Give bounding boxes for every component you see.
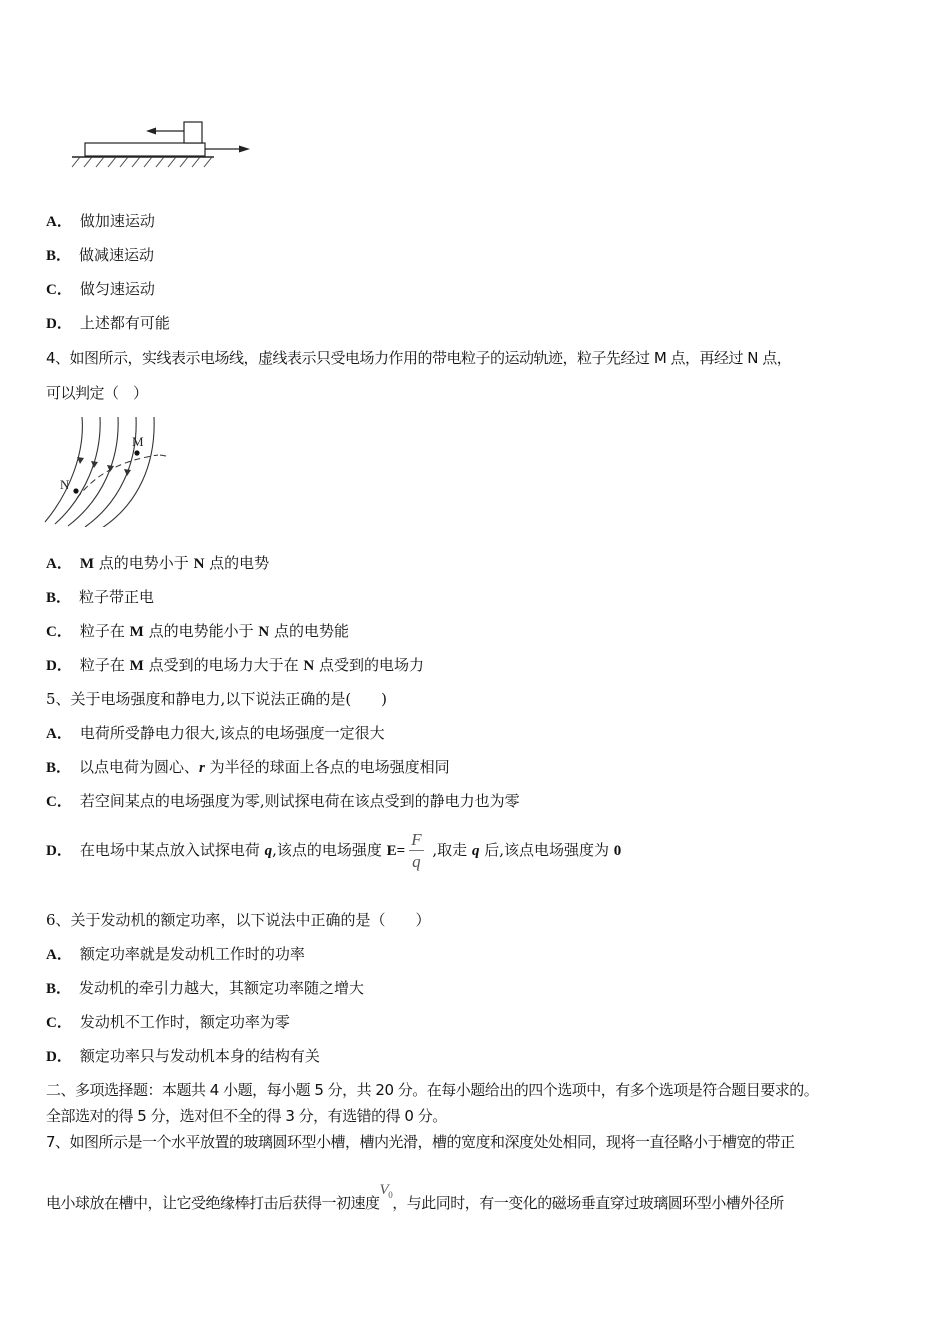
- q6-option-c: C． 发动机不工作时，额定功率为零: [46, 1013, 290, 1031]
- q6-option-b: B． 发动机的牵引力越大，其额定功率随之增大: [46, 979, 365, 997]
- q5-option-c: C． 若空间某点的电场强度为零,则试探电荷在该点受到的静电力也为零: [46, 792, 520, 810]
- q3-option-c: C． 做匀速运动: [46, 280, 155, 298]
- section2-heading-line1: 二、多项选择题：本题共 4 小题，每小题 5 分，共 20 分。在每小题给出的四个选项中，有多个选项是符合题目要求的。: [46, 1081, 819, 1099]
- q4-option-d: D． 粒子在 M 点受到的电场力大于在 N 点受到的电场力: [46, 656, 424, 674]
- v0-symbol: $V_0$: [379, 1182, 393, 1200]
- point-m: [134, 450, 139, 455]
- q7-stem-line1: 7、如图所示是一个水平放置的玻璃圆环型小槽，槽内光滑，槽的宽度和深度处处相同，现将一直径略小于槽宽的带正: [46, 1133, 795, 1151]
- q7-stem-line2: 电小球放在槽中，让它受绝缘棒打击后获得一初速度$V_0$，与此同时，有一变化的磁场垂直穿过玻璃圆环型小槽外径所: [46, 1182, 784, 1212]
- section2-heading-line2: 全部选对的得 5 分，选对但不全的得 3 分，有选错的得 0 分。: [46, 1107, 447, 1125]
- q4-stem-line1: 4、如图所示，实线表示电场线，虚线表示只受电场力作用的带电粒子的运动轨迹，粒子先经过 M 点，再经过 N 点，: [46, 349, 792, 367]
- fraction-f-over-q: $\frac{F}{q}$: [411, 829, 422, 871]
- q6-option-d: D． 额定功率只与发动机本身的结构有关: [46, 1047, 320, 1065]
- q4-option-a: A． M 点的电势小于 N 点的电势: [46, 554, 270, 572]
- q5-option-b: B． 以点电荷为圆心、r 为半径的球面上各点的电场强度相同: [46, 758, 450, 776]
- electric-field-lines-diagram: [40, 412, 170, 527]
- q3-option-a: A． 做加速运动: [46, 212, 155, 230]
- label-n: N: [60, 477, 70, 492]
- q6-option-a: A． 额定功率就是发动机工作时的功率: [46, 945, 305, 963]
- q3-option-d: D． 上述都有可能: [46, 314, 170, 332]
- point-n: [73, 488, 78, 493]
- block-on-board-diagram: [60, 115, 260, 175]
- q3-option-b: B． 做减速运动: [46, 246, 155, 264]
- q5-stem: 5、关于电场强度和静电力,以下说法正确的是( ): [46, 690, 388, 708]
- q4-option-c: C． 粒子在 M 点的电势能小于 N 点的电势能: [46, 622, 349, 640]
- q6-stem: 6、关于发动机的额定功率，以下说法中正确的是（ ）: [46, 911, 431, 929]
- q4-stem-line2: 可以判定（ ）: [46, 384, 148, 402]
- q5-option-d: D． 在电场中某点放入试探电荷 q,该点的电场强度 E= $\frac{F}{q}$ ,取走 q 后,该点电场强度为 0: [46, 829, 622, 871]
- q5-option-a: A． 电荷所受静电力很大,该点的电场强度一定很大: [46, 724, 385, 742]
- q4-option-b: B． 粒子带正电: [46, 588, 155, 606]
- label-m: M: [132, 434, 144, 449]
